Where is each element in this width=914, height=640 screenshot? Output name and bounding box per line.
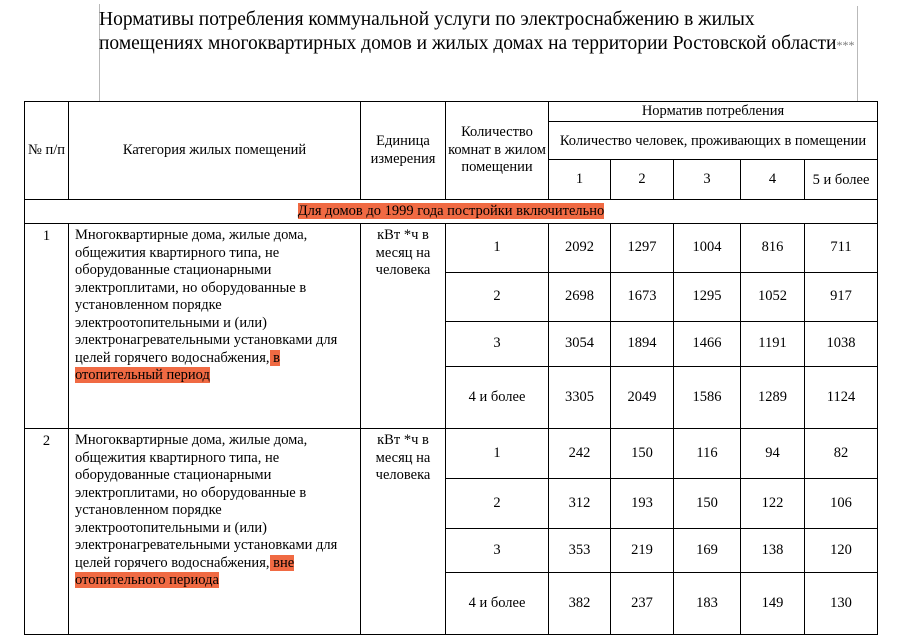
norm-value-cell: 353 [549,529,611,573]
norm-value-cell: 94 [741,429,805,479]
norm-value-cell: 1297 [611,224,674,273]
header-persons: Количество человек, проживающих в помещении [549,122,878,160]
norm-value-cell: 183 [674,573,741,635]
header-persons-col: 2 [611,160,674,200]
section-title-cell [25,200,878,224]
header-norm: Норматив потребления [549,102,878,122]
norm-value-cell: 169 [674,529,741,573]
unit-cell: кВт *ч в месяц на человека [361,224,446,429]
norm-value-cell: 1295 [674,273,741,322]
norm-value-cell: 1894 [611,322,674,367]
header-persons-col: 3 [674,160,741,200]
section-title: Для домов до 1999 года постройки включительно [297,202,605,219]
header-unit: Единица измерения [361,102,446,200]
category-period-highlight: в отопительный период [75,349,280,383]
norm-value-cell: 242 [549,429,611,479]
norm-value-cell: 312 [549,479,611,529]
table-row [25,429,878,479]
rooms-cell: 4 и более [446,573,549,635]
norm-value-cell: 2049 [611,367,674,429]
section-row [25,200,878,224]
norm-value-cell: 711 [805,224,878,273]
norm-value-cell: 3054 [549,322,611,367]
norm-value-cell: 1586 [674,367,741,429]
norm-value-cell: 1191 [741,322,805,367]
rooms-cell: 2 [446,273,549,322]
row-number: 2 [25,429,69,635]
norm-value-cell: 120 [805,529,878,573]
norm-value-cell: 122 [741,479,805,529]
rooms-cell: 2 [446,479,549,529]
category-text: Многоквартирные дома, жилые дома, общежития квартирного типа, не оборудованные стационарными электроплитами, но оборудованные в установленном порядке электроотопительными и (или) электронагревательными установками для целей горячего водоснабжения, [75,432,338,571]
norm-value-cell: 382 [549,573,611,635]
document-title [99,8,859,56]
norm-value-cell: 1466 [674,322,741,367]
norm-value-cell: 1289 [741,367,805,429]
norm-value-cell: 1124 [805,367,878,429]
footnote-mark: *** [836,38,855,52]
category-cell [69,224,361,429]
norms-table [24,101,878,635]
norm-value-cell: 130 [805,573,878,635]
norm-value-cell: 917 [805,273,878,322]
norm-value-cell: 2092 [549,224,611,273]
header-persons-col: 5 и более [805,160,878,200]
category-cell [69,429,361,635]
norm-value-cell: 1004 [674,224,741,273]
norm-value-cell: 219 [611,529,674,573]
rooms-cell: 3 [446,529,549,573]
norm-value-cell: 150 [674,479,741,529]
norm-value-cell: 150 [611,429,674,479]
rooms-cell: 1 [446,224,549,273]
norm-value-cell: 3305 [549,367,611,429]
norm-value-cell: 1038 [805,322,878,367]
unit-cell: кВт *ч в месяц на человека [361,429,446,635]
header-persons-col: 1 [549,160,611,200]
category-period-highlight: вне отопительного периода [75,554,295,588]
norm-value-cell: 2698 [549,273,611,322]
norm-value-cell: 1052 [741,273,805,322]
header-rooms: Количество комнат в жилом помещении [446,102,549,200]
header-persons-col: 4 [741,160,805,200]
table-row [25,224,878,273]
norm-value-cell: 116 [674,429,741,479]
row-number: 1 [25,224,69,429]
norm-value-cell: 149 [741,573,805,635]
header-num: № п/п [25,102,69,200]
norm-value-cell: 193 [611,479,674,529]
rooms-cell: 1 [446,429,549,479]
norm-value-cell: 816 [741,224,805,273]
norm-value-cell: 1673 [611,273,674,322]
table-header-row [25,102,878,122]
norm-value-cell: 138 [741,529,805,573]
rooms-cell: 3 [446,322,549,367]
norm-value-cell: 237 [611,573,674,635]
document-title-text: Нормативы потребления коммунальной услуги по электроснабжению в жилых помещениях многоквартирных домов и жилых домах на территории Ростовской области [99,9,837,54]
header-category: Категория жилых помещений [69,102,361,200]
rooms-cell: 4 и более [446,367,549,429]
category-text: Многоквартирные дома, жилые дома, общежития квартирного типа, не оборудованные стационарными электроплитами, но оборудованные в установленном порядке электроотопительными и (или) электронагревательными установками для целей горячего водоснабжения, [75,227,338,366]
norm-value-cell: 106 [805,479,878,529]
norm-value-cell: 82 [805,429,878,479]
